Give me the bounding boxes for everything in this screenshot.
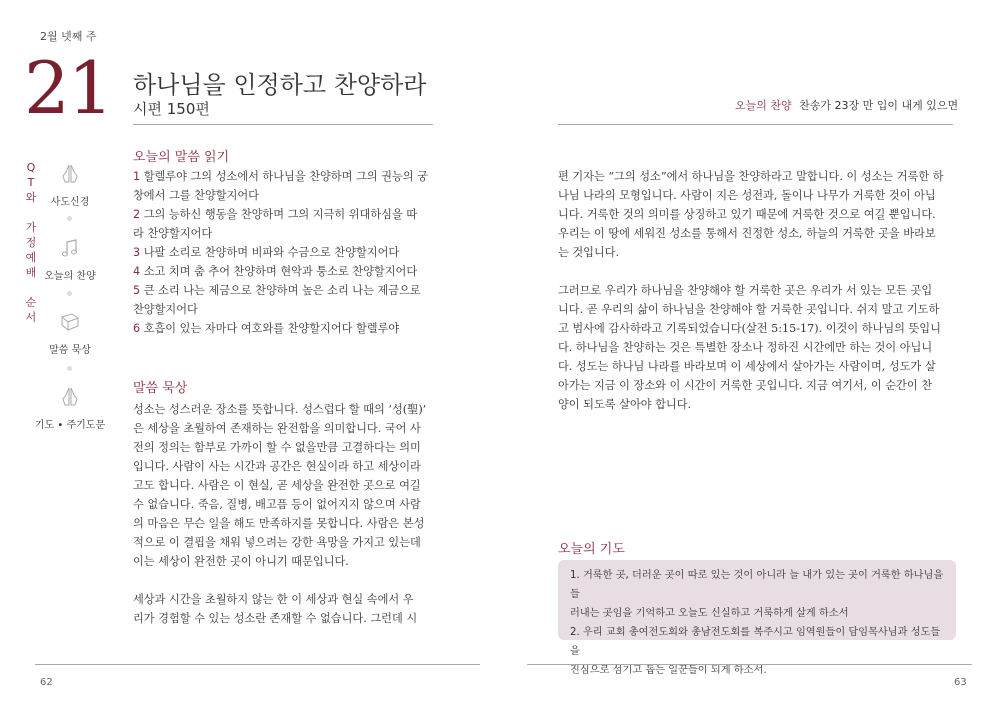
text-line: 는 것입니다. [558, 246, 620, 259]
verse-number: 5 [133, 284, 141, 297]
verse [133, 167, 438, 205]
qt-char: Q [26, 161, 36, 174]
text-line: 적으로 이 결핍을 채워 넣으려는 강한 욕망을 가지고 있는데 [133, 536, 421, 549]
sidebar-item-label: 오늘의 찬양 [44, 271, 96, 282]
footer-rule-left [35, 664, 480, 665]
verse-number: 6 [133, 322, 141, 335]
verse-number: 4 [133, 265, 141, 278]
prayer-line: 1. 거룩한 곳, 더러운 곳이 따로 있는 것이 아니라 늘 내가 있는 곳이 거룩한 하나님을 들 [570, 570, 944, 600]
verse-text: 나팔 소리로 찬양하며 비파와 수금으로 찬양할지어다 [143, 246, 400, 259]
verse [133, 319, 438, 338]
sidebar-dot [67, 216, 72, 221]
qt-char: 가 [25, 221, 37, 234]
verse-text: 큰 소리 나는 제금으로 찬양하며 높은 소리 나는 제금으로 [143, 284, 421, 297]
qt-char: 정 [25, 236, 37, 249]
hymn-line [735, 97, 958, 113]
hymn-label: 오늘의 찬양 [735, 99, 792, 112]
verse-number: 3 [133, 246, 141, 259]
qt-char: 예 [25, 251, 37, 264]
verse-text: 찬양할지어다 [133, 303, 198, 316]
sidebar-dot [67, 366, 72, 371]
text-line: 이는 세상이 완전한 곳이 아니기 때문입니다. [133, 555, 349, 568]
verse-text: 할렐루야 그의 성소에서 하나님을 찬양하며 그의 권능의 궁 [143, 170, 428, 183]
verse-text: 호흡이 있는 자마다 여호와를 찬양할지어다 할렐루야 [143, 322, 400, 335]
text-line: 편 기자는 “그의 성소”에서 하나님을 찬양하라고 말합니다. 이 성소는 거룩한 하 [558, 170, 944, 183]
page-number-right: 63 [954, 677, 967, 688]
text-line: 리가 경험할 수 있는 성소란 존재할 수 없습니다. 그런데 시 [133, 612, 418, 625]
text-line: 다. 성도는 하나님 나라를 바라보며 이 세상에서 살아가는 사람이며, 성도가 살 [558, 360, 936, 373]
verse [133, 205, 438, 243]
qt-char: 와 [25, 191, 37, 204]
verse [133, 243, 438, 262]
verse-text: 그의 능하신 행동을 찬양하며 그의 지극히 위대하심을 따 [143, 208, 418, 221]
text-line: 수 없습니다. 죽음, 질병, 배고픔 등이 없어지지 않으며 사람 [133, 498, 421, 511]
sidebar-item-todays-hymn [30, 236, 110, 283]
qt-char: 배 [25, 266, 37, 279]
text-line: 우리는 이 땅에 세워진 성소를 통해서 진정한 성소, 하늘의 거룩한 곳을 바라보 [558, 227, 936, 240]
text-line: 전의 정의는 함부로 가까이 할 수 없을만큼 고결하다는 의미 [133, 441, 421, 454]
verse-number: 1 [133, 170, 141, 183]
sidebar-item-label: 사도신경 [50, 197, 90, 208]
hymn-rule [558, 124, 953, 125]
qt-char: 순 [25, 296, 37, 309]
prayer-heading: 오늘의 기도 [558, 542, 625, 557]
meditation-paragraph [558, 167, 956, 262]
sidebar-item-meditation [30, 310, 110, 357]
meditation-paragraph [558, 281, 956, 414]
meditation-right-text [558, 167, 956, 414]
meditation-left-text [133, 400, 433, 628]
text-line: 의 마음은 무슨 일을 해도 만족하지를 못합니다. 사람은 본성 [133, 517, 425, 530]
reading-heading: 오늘의 말씀 읽기 [133, 150, 230, 165]
text-line: 입니다. 사람이 사는 시간과 공간은 현실이라 하고 세상이라 [133, 460, 421, 473]
verse-text: 라 찬양할지어다 [133, 227, 213, 240]
qt-char: T [27, 176, 35, 189]
bible-book-icon [58, 310, 82, 334]
page-subtitle: 시편 150편 [133, 100, 210, 118]
text-line: 아가는 지금 이 장소와 이 시간이 거룩한 곳입니다. 지금 여기서, 이 순간이 찬 [558, 379, 933, 392]
text-line: 그러므로 우리가 하나님을 찬양해야 할 거룩한 곳은 우리가 서 있는 모든 곳입 [558, 284, 933, 297]
sidebar-item-label: 기도 • 주기도문 [34, 420, 106, 431]
text-line: 성소는 성스러운 장소를 뜻합니다. 성스럽다 할 때의 ‘성(聖)’ [133, 403, 427, 416]
prayer-line: 러내는 곳임을 기억하고 오늘도 신실하고 거룩하게 살게 하소서 [570, 608, 849, 619]
music-note-icon [58, 236, 82, 260]
text-line: 세상과 시간을 초월하지 않는 한 이 세상과 현실 속에서 우 [133, 593, 414, 606]
text-line: 다. 하나님을 찬양하는 것은 특별한 장소나 정하진 시간에만 하는 것이 아닙니 [558, 341, 933, 354]
page-title: 하나님을 인정하고 찬양하라 [133, 71, 427, 99]
meditation-paragraph [133, 400, 433, 571]
prayer-line: 2. 우리 교회 총여전도회와 총남전도회를 복주시고 임역원들이 담임목사님과 성도들을 [570, 627, 941, 657]
text-line: 은 세상을 초월하여 존재하는 완전함을 의미합니다. 국어 사 [133, 422, 421, 435]
text-line: 고 범사에 감사하라고 기록되었습니다(살전 5:15-17). 이것이 하나님의 뜻입니 [558, 322, 941, 335]
week-label: 2월 넷째 주 [40, 30, 97, 43]
meditation-paragraph [133, 590, 433, 628]
sidebar-item-label: 말씀 묵상 [49, 345, 91, 356]
prayer-box [558, 560, 956, 676]
sidebar-item-prayer [30, 385, 110, 432]
text-line: 양이 되도록 살아야 합니다. [558, 398, 692, 411]
page-number-left: 62 [40, 677, 53, 688]
text-line: 니다. 곧 우리의 삶이 하나님을 찬양해야 할 거룩한 곳입니다. 쉬지 말고 기도하 [558, 303, 940, 316]
verse-text: 창에서 그를 찬양할지어다 [133, 189, 259, 202]
praying-hands-icon [58, 162, 82, 186]
text-line: 니다. 거룩한 것의 의미를 상징하고 있기 때문에 거룩한 것으로 여길 뿐입니다. [558, 208, 936, 221]
title-rule [133, 124, 433, 125]
hymn-text: 찬송가 23장 만 입이 내게 있으면 [799, 99, 959, 112]
verse-text: 소고 치며 춤 추어 찬양하며 현악과 퉁소로 찬양할지어다 [143, 265, 418, 278]
sidebar-item-apostles-creed [30, 162, 110, 209]
verse [133, 262, 438, 281]
text-line: 고도 합니다. 사람은 이 현실, 곧 세상을 완전한 곳으로 여길 [133, 479, 421, 492]
verse-list [133, 167, 438, 338]
verse [133, 281, 438, 319]
qt-char: 서 [25, 311, 37, 324]
footer-rule-right [527, 664, 972, 665]
praying-hands-icon [58, 385, 82, 409]
text-line: 나님 나라의 모형입니다. 사람이 지은 성전과, 돌이나 나무가 거룩한 것이 아닙 [558, 189, 936, 202]
meditation-heading: 말씀 묵상 [133, 381, 188, 396]
verse-number: 2 [133, 208, 141, 221]
day-number: 21 [24, 46, 112, 130]
prayer-line: 진심으로 섬기고 돕는 일꾼들이 되게 하소서. [570, 665, 767, 676]
sidebar-dot [67, 291, 72, 296]
